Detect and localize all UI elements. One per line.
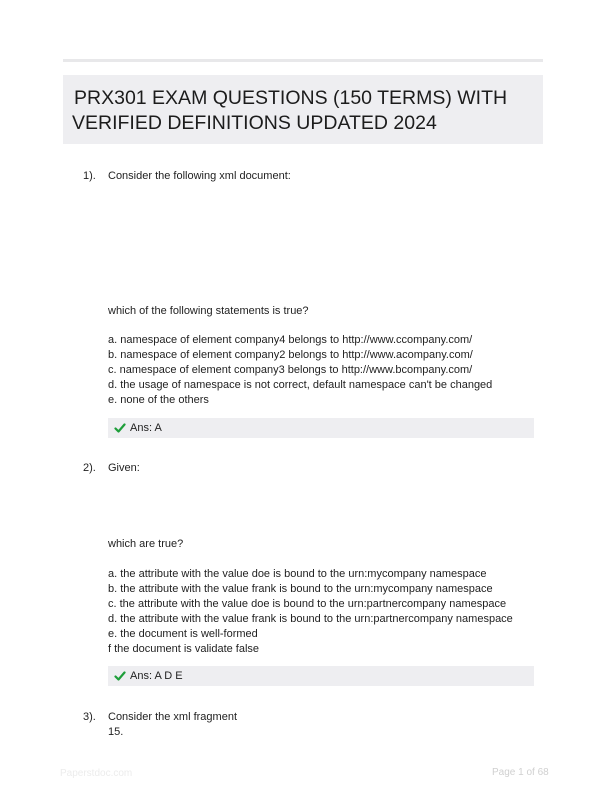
- question-number: 1).: [83, 170, 96, 182]
- question-3-continuation: 15.: [108, 726, 124, 738]
- option-c: c. the attribute with the value doe is bound to the urn:partnercompany namespace: [108, 598, 507, 610]
- footer-watermark: Paperstdoc.com: [60, 768, 133, 779]
- option-d: d. the usage of namespace is not correct, default namespace can't be changed: [108, 379, 493, 391]
- option-e: e. none of the others: [108, 394, 209, 406]
- question-2-ask: which are true?: [108, 538, 184, 550]
- page-number: Page 1 of 68: [492, 767, 549, 778]
- option-d: d. the attribute with the value frank is bound to the urn:partnercompany namespace: [108, 613, 513, 625]
- option-c: c. namespace of element company3 belongs to http://www.bcompany.com/: [108, 364, 473, 376]
- question-number: 3).: [83, 711, 96, 723]
- document-title-line-1: PRX301 EXAM QUESTIONS (150 TERMS) WITH: [74, 87, 508, 109]
- option-b: b. the attribute with the value frank is bound to the urn:mycompany namespace: [108, 583, 493, 595]
- answer-box-1: [108, 418, 534, 438]
- question-number: 2).: [83, 462, 96, 474]
- option-a: a. the attribute with the value doe is bound to the urn:mycompany namespace: [108, 568, 487, 580]
- answer-box-2: [108, 666, 534, 686]
- answer-text: Ans: A D E: [130, 670, 183, 682]
- question-1-options: [108, 333, 492, 408]
- option-f: f the document is validate false: [108, 643, 260, 655]
- option-a: a. namespace of element company4 belongs to http://www.ccompany.com/: [108, 334, 473, 346]
- document-title-box: [63, 75, 543, 144]
- question-prompt: Given:: [108, 462, 140, 474]
- document-title-line-2: VERIFIED DEFINITIONS UPDATED 2024: [72, 112, 437, 134]
- answer-text: Ans: A: [130, 422, 162, 434]
- question-prompt: Consider the following xml document:: [108, 170, 291, 182]
- check-icon: [114, 422, 126, 434]
- question-1-ask: which of the following statements is true?: [108, 305, 309, 317]
- question-prompt: Consider the xml fragment: [108, 711, 237, 723]
- check-icon: [114, 670, 126, 682]
- top-divider: [63, 59, 543, 62]
- option-b: b. namespace of element company2 belongs to http://www.acompany.com/: [108, 349, 473, 361]
- question-2-options: [108, 567, 513, 657]
- option-e: e. the document is well-formed: [108, 628, 258, 640]
